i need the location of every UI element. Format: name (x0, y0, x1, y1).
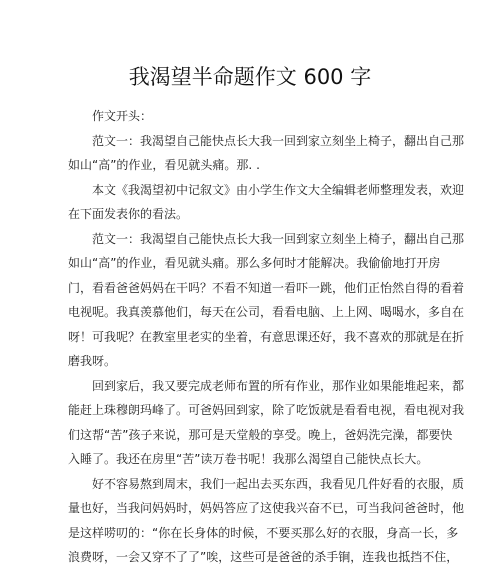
text-line: 范文一：我渴望自己能快点长大我一回到家立刻坐上椅子，翻出自己那 (68, 231, 465, 246)
paragraph-editor-note (68, 178, 465, 227)
text-line: 范文一：我渴望自己能快点长大我一回到家立刻坐上椅子，翻出自己那 (68, 133, 465, 148)
text-line: 电视呢。我真羡慕他们，每天在公司，看看电脑、上上网、喝喝水，多自在 (68, 305, 465, 319)
text-line: 量也好，当我问妈妈时，妈妈答应了这使我兴奋不已，可当我问爸爸时，他 (68, 501, 465, 515)
text-line: 本文《我渴望初中记叙文》由小学生作文大全编辑老师整理发表，欢迎 (68, 182, 465, 197)
paragraph-weekend (68, 472, 465, 570)
paragraph-sample-one (68, 227, 465, 374)
text-line: 是这样唠叨的：“你在长身体的时候，不要买那么好的衣服，身高一长，多 (68, 525, 459, 540)
text-line: 如山“高”的作业，看见就头痛。那. . (68, 158, 260, 172)
text-line: 如山“高”的作业，看见就头痛。那么多何时才能解决。我偷偷地打开房 (68, 256, 441, 270)
paragraph-sample-preview (68, 129, 465, 178)
text-line: 磨我呀。 (68, 354, 117, 368)
document-title: 我渴望半命题作文 600 字 (128, 65, 372, 89)
text-line: 在下面发表你的看法。 (68, 207, 189, 221)
text-line: 作文开头： (68, 109, 153, 123)
text-line: 好不容易熬到周末，我们一起出去买东西，我看见几件好看的衣服，质 (68, 476, 465, 491)
document-body (68, 104, 465, 570)
text-line: 浪费呀，一会又穿不了了”唉，这些可是爸爸的杀手锏，连我也抵挡不住， (68, 550, 459, 564)
paragraph-intro-label (68, 104, 440, 129)
paragraph-after-school (68, 374, 465, 472)
text-line: 入睡了。我还在房里“苦”读万卷书呢！我那么渴望自己能快点长大。 (68, 452, 429, 466)
text-line: 能赶上珠穆朗玛峰了。可爸妈回到家，除了吃饭就是看看电视，看电视对我 (68, 403, 465, 417)
text-line: 呀！可我呢？在教室里老实的坐着，有意思课还好，我不喜欢的那就是在折 (68, 329, 465, 344)
text-line: 回到家后，我又要完成老师布置的所有作业，那作业如果能堆起来，都 (68, 378, 465, 393)
text-line: 门，看看爸爸妈妈在干吗？不看不知道一看吓一跳，他们正怡然自得的看着 (68, 280, 465, 295)
text-line: 们这帮“苦”孩子来说，那可是天堂般的享受。晚上，爸妈洗完澡，都要快 (68, 427, 453, 442)
